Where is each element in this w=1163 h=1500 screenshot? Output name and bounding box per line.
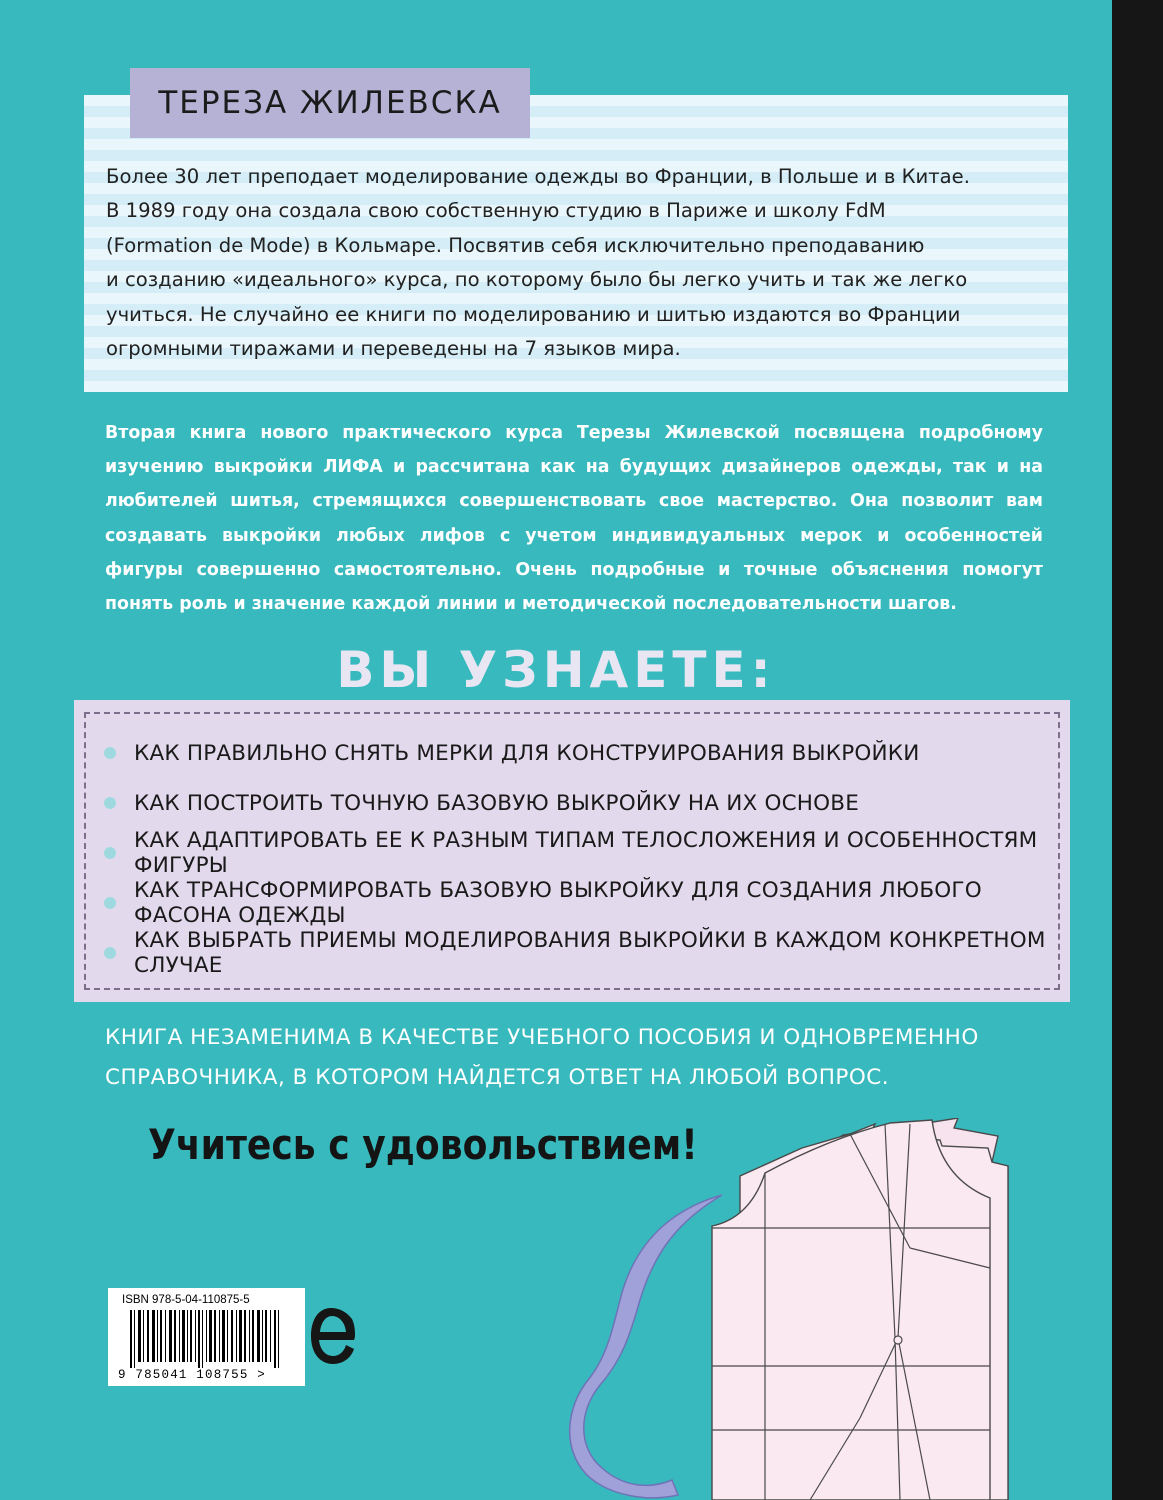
bio-line: (Formation de Mode) в Кольмаре. Посвятив себя исключительно преподаванию xyxy=(106,233,925,257)
description-line: изучению выкройки ЛИФА и рассчитана как на будущих дизайнеров одежды, так и на xyxy=(105,457,1043,478)
learn-item-text: КАК ПРАВИЛЬНО СНЯТЬ МЕРКИ ДЛЯ КОНСТРУИРОВАНИЯ ВЫКРОЙКИ xyxy=(134,740,920,766)
description-line: понять роль и значение каждой линии и методической последовательности шагов. xyxy=(105,594,957,615)
bullet-dot-icon xyxy=(104,897,116,909)
bio-line: В 1989 году она создала свою собственную студию в Париже и школу FdM xyxy=(106,199,886,223)
author-name: ТЕРЕЗА ЖИЛЕВСКА xyxy=(158,85,502,121)
book-description xyxy=(105,416,1043,621)
description-line: Вторая книга нового практического курса Терезы Жилевской посвящена подробному xyxy=(105,423,1043,443)
learn-heading: ВЫ УЗНАЕТЕ: xyxy=(336,641,776,699)
learn-item xyxy=(74,828,1070,878)
bio-line: Более 30 лет преподает моделирование одежды во Франции, в Польше и в Китае. xyxy=(106,165,970,188)
bio-line: учиться. Не случайно ее книги по моделированию и шитью издаются во Франции xyxy=(106,302,961,326)
outro-text xyxy=(105,1018,1065,1098)
book-spine-edge xyxy=(1112,0,1163,1500)
learn-item-text: КАК ПОСТРОИТЬ ТОЧНУЮ БАЗОВУЮ ВЫКРОЙКУ НА ИХ ОСНОВЕ xyxy=(134,790,860,816)
bio-line: и созданию «идеального» курса, по которому было бы легко учить и так же легко xyxy=(106,268,968,292)
outro-line: СПРАВОЧНИКА, В КОТОРОМ НАЙДЕТСЯ ОТВЕТ НА ЛЮБОЙ ВОПРОС. xyxy=(105,1065,890,1090)
learn-item-text: КАК АДАПТИРОВАТЬ ЕЕ К РАЗНЫМ ТИПАМ ТЕЛОСЛОЖЕНИЯ И ОСОБЕННОСТЯМ ФИГУРЫ xyxy=(134,828,1038,878)
barcode-icon xyxy=(118,1310,296,1368)
isbn-digits: 9 785041 108755 > xyxy=(118,1368,266,1382)
bullet-dot-icon xyxy=(104,797,116,809)
learn-item xyxy=(74,728,1070,778)
description-line: любителей шитья, стремящихся совершенствовать свое мастерство. Она позволит вам xyxy=(105,491,1043,512)
bullet-dot-icon xyxy=(104,947,116,959)
description-line: создавать выкройки любых лифов с учетом индивидуальных мерок и особенностей xyxy=(105,525,1043,546)
outro-line: КНИГА НЕЗАМЕНИМА В КАЧЕСТВЕ УЧЕБНОГО ПОСОБИЯ И ОДНОВРЕМЕННО xyxy=(105,1025,979,1050)
learn-panel xyxy=(74,700,1070,1002)
slogan: Учитесь с удовольствием! xyxy=(148,1120,698,1169)
description-line: фигуры совершенно самостоятельно. Очень подробные и точные объяснения помогут xyxy=(105,559,1043,580)
author-bio xyxy=(106,160,1056,366)
learn-item xyxy=(74,778,1070,828)
learn-list xyxy=(74,728,1070,978)
learn-item xyxy=(74,928,1070,978)
bullet-dot-icon xyxy=(104,847,116,859)
french-curve-ruler-icon xyxy=(560,1190,730,1500)
learn-item xyxy=(74,878,1070,928)
isbn-label: ISBN 978-5-04-110875-5 xyxy=(122,1294,250,1306)
author-name-tab xyxy=(130,68,530,138)
publisher-logo-icon xyxy=(308,1305,358,1367)
learn-item-text: КАК ТРАНСФОРМИРОВАТЬ БАЗОВУЮ ВЫКРОЙКУ ДЛЯ СОЗДАНИЯ ЛЮБОГО ФАСОНА ОДЕЖДЫ xyxy=(134,878,982,928)
bullet-dot-icon xyxy=(104,747,116,759)
barcode-panel xyxy=(108,1288,305,1386)
learn-item-text: КАК ВЫБРАТЬ ПРИЕМЫ МОДЕЛИРОВАНИЯ ВЫКРОЙКИ В КАЖДОМ КОНКРЕТНОМ СЛУЧАЕ xyxy=(134,928,1046,978)
bio-line: огромными тиражами и переведены на 7 языков мира. xyxy=(106,337,681,361)
